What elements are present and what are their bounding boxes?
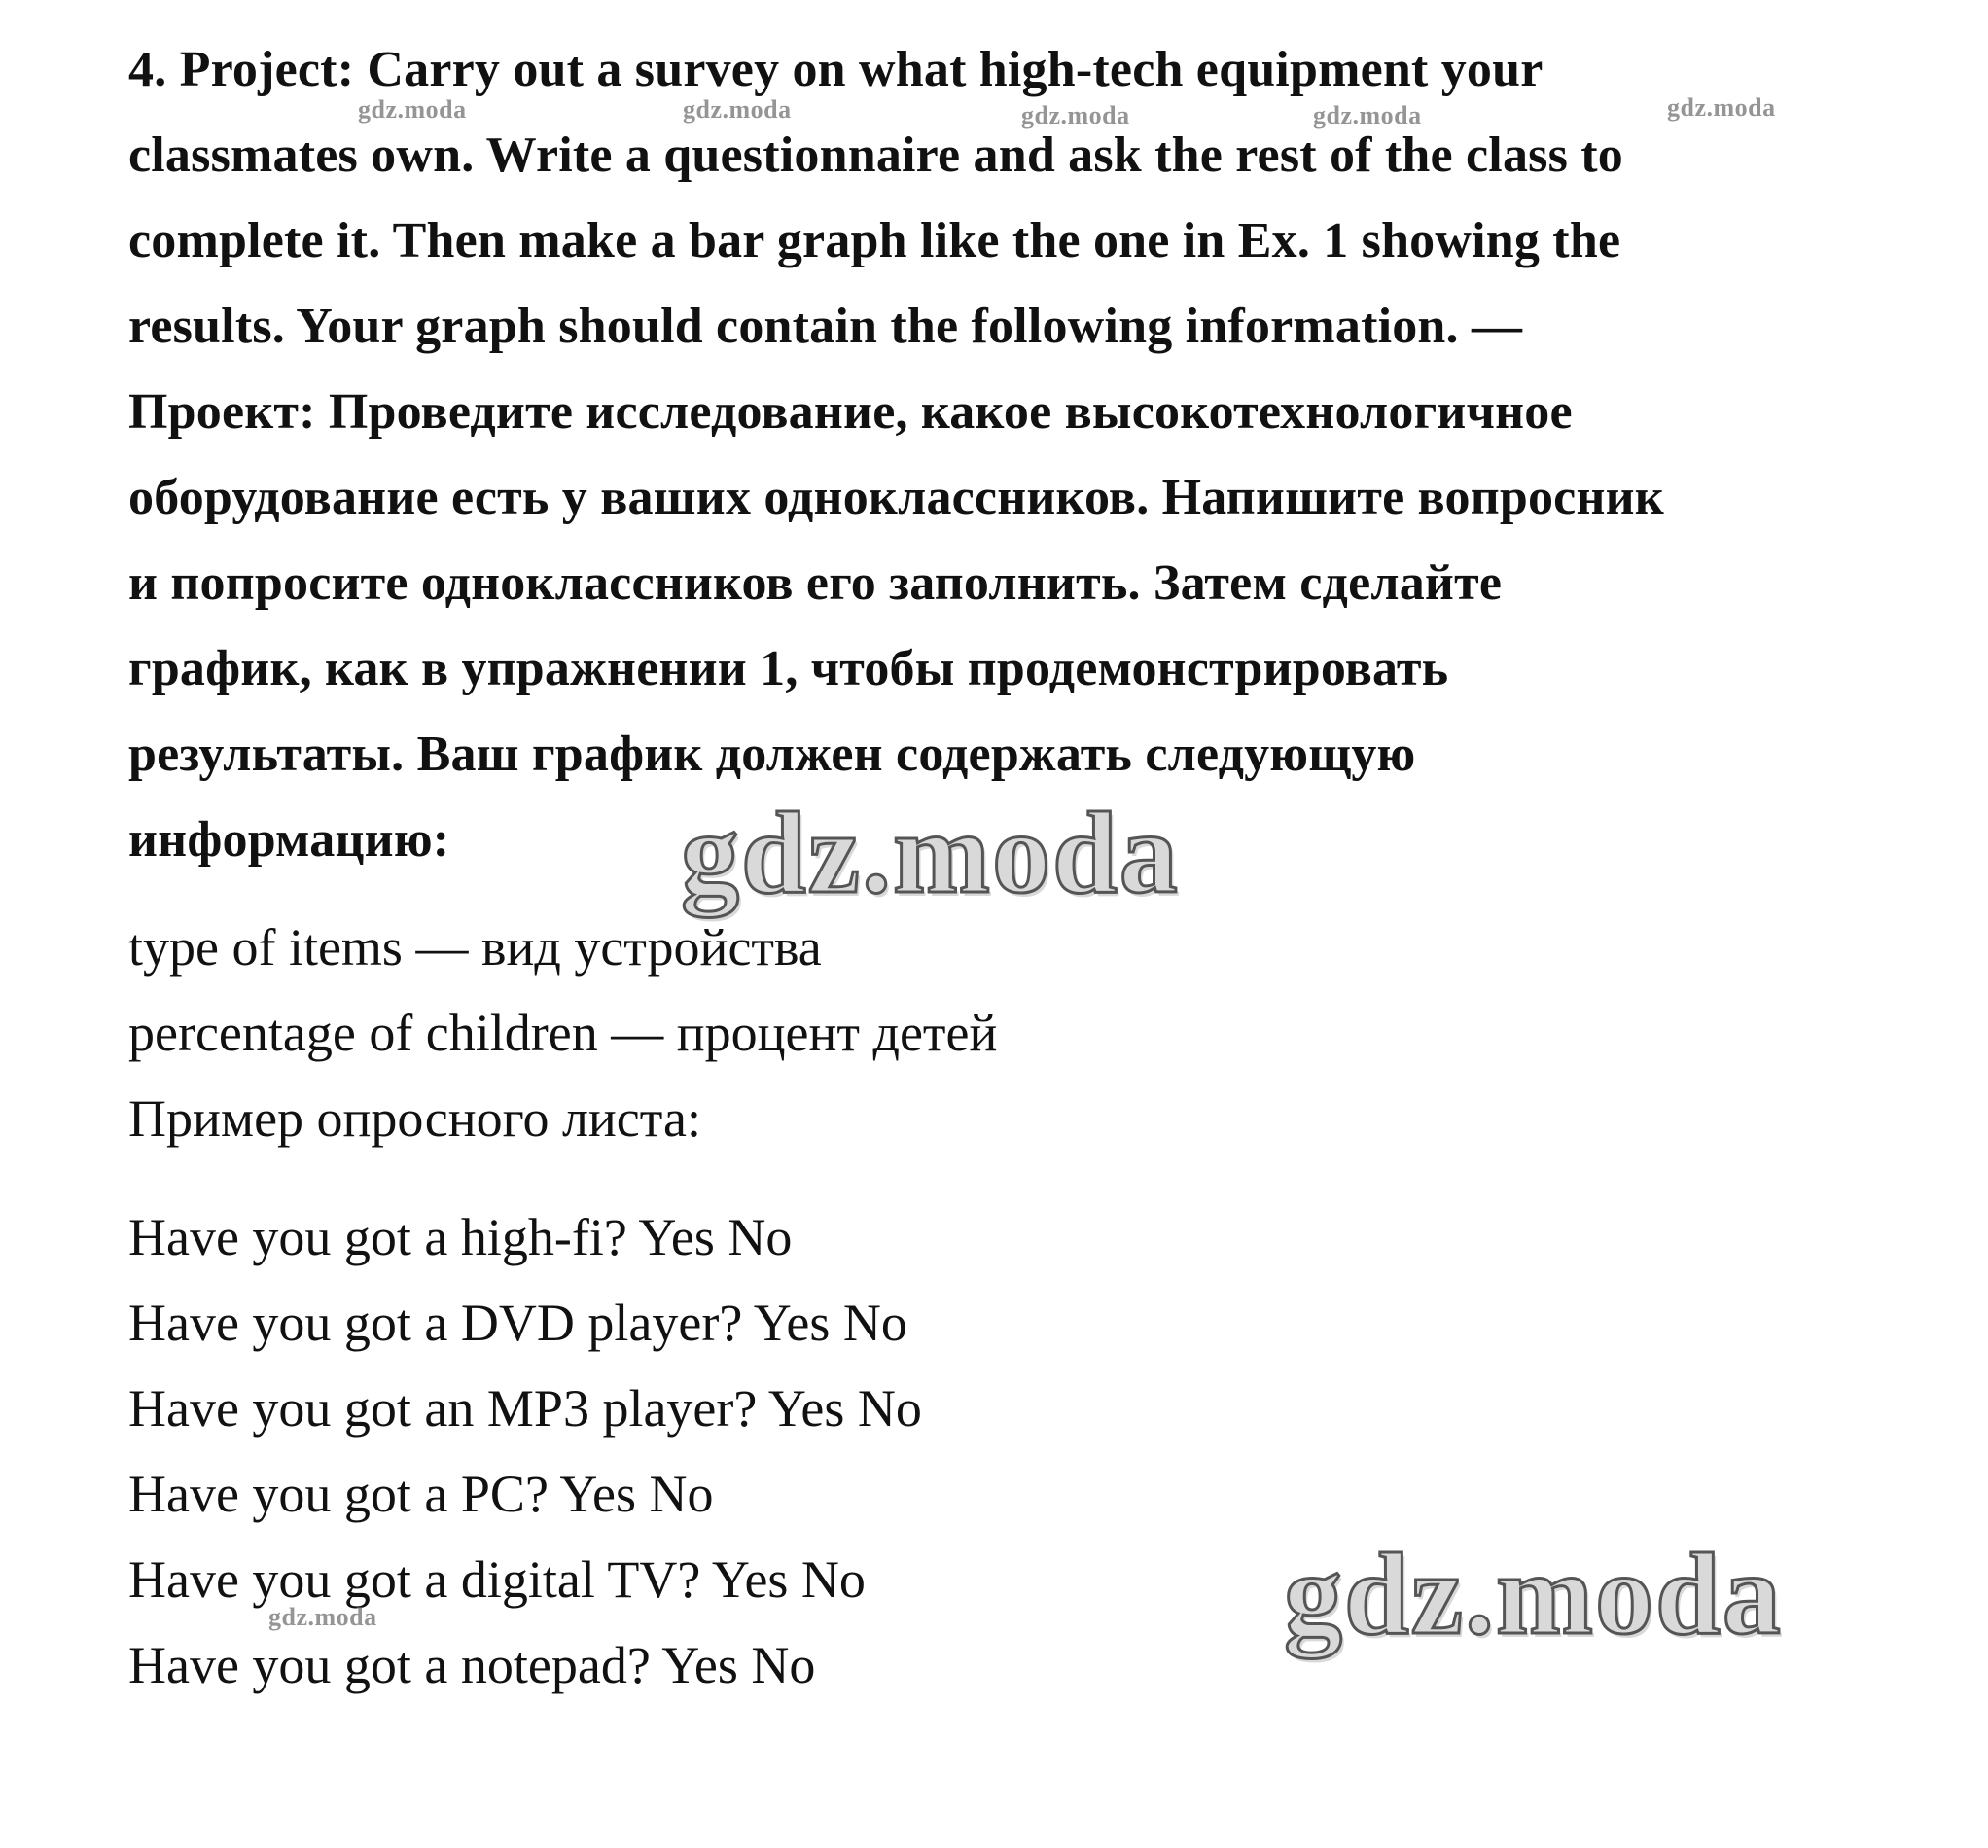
vocabulary-list	[128, 905, 1587, 1161]
task-line: и попросите одноклассников его заполнить. Затем сделайте	[128, 555, 1503, 611]
watermark-small: gdz.moda	[1313, 101, 1422, 129]
watermark-small: gdz.moda	[683, 95, 792, 124]
task-line: 4. Project: Carry out a survey on what high-tech equipment your	[128, 42, 1544, 97]
question-item: Have you got a high-fi? Yes No	[128, 1208, 793, 1266]
task-line: classmates own. Write a questionnaire and ask the rest of the class to	[128, 127, 1623, 183]
watermark-small: gdz.moda	[268, 1603, 377, 1631]
question-item: Have you got a digital TV? Yes No	[128, 1550, 866, 1609]
vocab-item: percentage of children — процент детей	[128, 1004, 998, 1062]
task-line: Проект: Проведите исследование, какое высокотехнологичное	[128, 384, 1573, 440]
task-line: график, как в упражнении 1, чтобы продемонстрировать	[128, 641, 1449, 696]
task-line: results. Your graph should contain the following information. —	[128, 299, 1523, 354]
vocab-item: Пример опросного листа:	[128, 1089, 701, 1148]
task-line: информацию:	[128, 812, 450, 868]
question-item: Have you got a notepad? Yes No	[128, 1636, 816, 1694]
watermark-large: gdz.moda	[681, 788, 1180, 917]
question-item: Have you got a DVD player? Yes No	[128, 1294, 907, 1352]
task-line: оборудование есть у ваших одноклассников. Напишите вопросник	[128, 470, 1664, 525]
question-item: Have you got a PC? Yes No	[128, 1465, 714, 1523]
watermark-small: gdz.moda	[358, 95, 467, 124]
watermark-small: gdz.moda	[1021, 101, 1130, 129]
task-line: результаты. Ваш график должен содержать следующую	[128, 727, 1416, 782]
watermark-small: gdz.moda	[1667, 93, 1776, 122]
vocab-item: type of items — вид устройства	[128, 918, 822, 977]
task-line: complete it. Then make a bar graph like the one in Ex. 1 showing the	[128, 213, 1621, 268]
question-item: Have you got an MP3 player? Yes No	[128, 1379, 922, 1438]
watermark-large: gdz.moda	[1284, 1529, 1783, 1658]
task-paragraph	[128, 27, 1899, 883]
